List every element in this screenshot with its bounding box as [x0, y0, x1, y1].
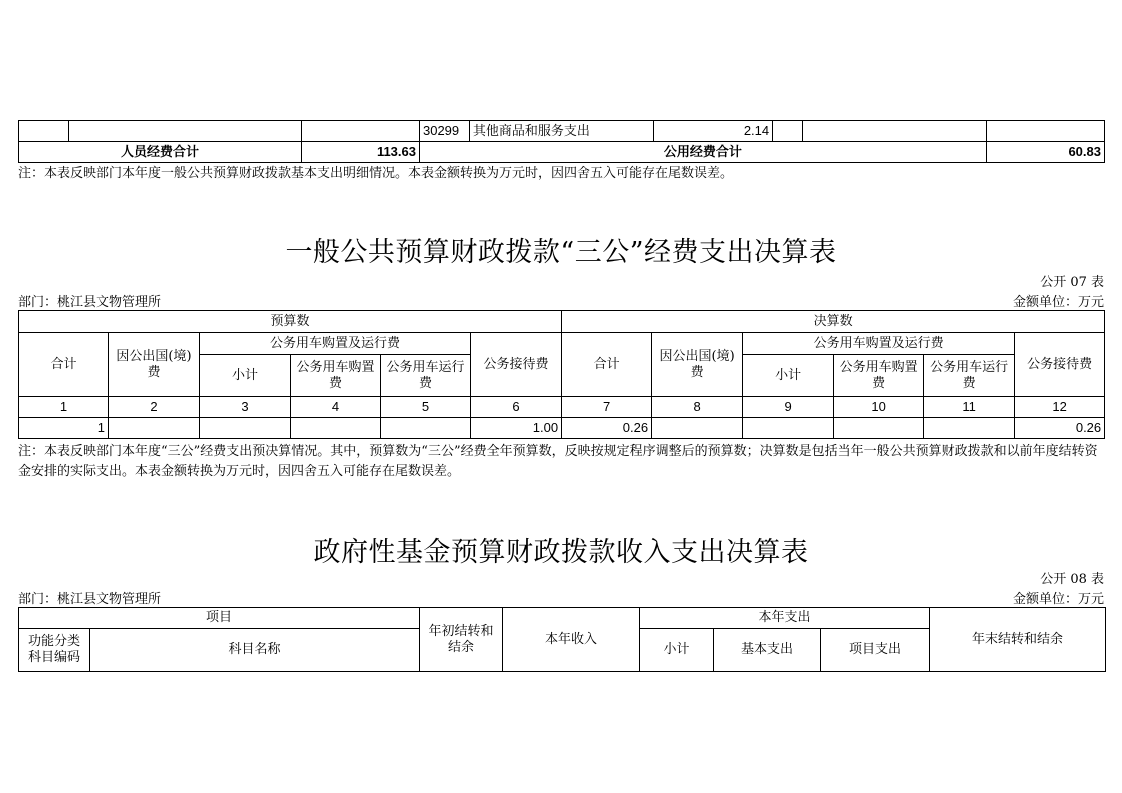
column-number: 8	[652, 397, 743, 418]
value-cell	[743, 418, 834, 439]
personnel-total-label: 人员经费合计	[19, 142, 302, 163]
table-note: 注：本表反映部门本年度一般公共预算财政拨款基本支出明细情况。本表金额转换为万元时，因四舍五入可能存在尾数误差。	[18, 166, 734, 181]
value-cell: 0.26	[562, 418, 652, 439]
column-number: 2	[109, 397, 200, 418]
col-subtotal: 小计	[743, 355, 834, 397]
empty-cell	[301, 121, 419, 142]
item-amount: 2.14	[654, 121, 773, 142]
col-car-run: 公务用车运行费	[381, 355, 471, 397]
column-number: 4	[291, 397, 381, 418]
col-func-code: 功能分类科目编码	[19, 629, 90, 672]
col-reception: 公务接待费	[1015, 333, 1105, 397]
column-number: 9	[743, 397, 834, 418]
table-row	[19, 121, 1105, 142]
column-number: 12	[1015, 397, 1105, 418]
sangong-table	[18, 310, 1105, 439]
column-number: 1	[19, 397, 109, 418]
department-label: 部门：桃江县文物管理所	[18, 295, 162, 310]
col-basic: 基本支出	[714, 629, 821, 672]
value-cell	[200, 418, 291, 439]
col-abroad: 因公出国(境)费	[109, 333, 200, 397]
col-carry-in: 年初结转和结余	[420, 608, 503, 672]
number-row	[19, 397, 1105, 418]
total-row	[19, 142, 1105, 163]
col-expense-group: 本年支出	[640, 608, 930, 629]
col-item: 项目	[19, 608, 420, 629]
unit-label: 金额单位：万元	[1012, 295, 1104, 310]
col-car-run: 公务用车运行费	[924, 355, 1015, 397]
col-reception: 公务接待费	[471, 333, 562, 397]
empty-cell	[68, 121, 301, 142]
col-carry-out: 年末结转和结余	[930, 608, 1106, 672]
col-car-group: 公务用车购置及运行费	[200, 333, 471, 355]
public-total-value: 60.83	[986, 142, 1104, 163]
col-income: 本年收入	[503, 608, 640, 672]
col-total: 合计	[562, 333, 652, 397]
col-subject: 科目名称	[90, 629, 420, 672]
personnel-total-value: 113.63	[301, 142, 419, 163]
unit-label: 金额单位：万元	[1012, 592, 1104, 607]
table-code: 公开 08 表	[1040, 572, 1104, 587]
gov-fund-table	[18, 607, 1106, 672]
value-cell: 0.26	[1015, 418, 1105, 439]
item-code: 30299	[419, 121, 469, 142]
value-cell	[291, 418, 381, 439]
value-cell	[924, 418, 1015, 439]
column-number: 5	[381, 397, 471, 418]
value-cell: 1	[19, 418, 109, 439]
value-cell	[381, 418, 471, 439]
final-group-header: 决算数	[562, 311, 1105, 333]
header-row	[19, 333, 1105, 355]
col-subtotal: 小计	[640, 629, 714, 672]
col-car-buy: 公务用车购置费	[291, 355, 381, 397]
col-abroad: 因公出国(境)费	[652, 333, 743, 397]
department-label: 部门：桃江县文物管理所	[18, 592, 162, 607]
col-total: 合计	[19, 333, 109, 397]
basic-expense-table	[18, 120, 1105, 163]
empty-cell	[19, 121, 69, 142]
col-car-group: 公务用车购置及运行费	[743, 333, 1015, 355]
public-total-label: 公用经费合计	[419, 142, 986, 163]
value-row	[19, 418, 1105, 439]
table-note: 注：本表反映部门本年度“三公”经费支出预决算情况。其中，预算数为“三公”经费全年预算数，反映按规定程序调整后的预算数；决算数是包括当年一般公共预算财政拨款和以前年度结转资金安排的实际支出。本表金额转换为万元时，因四舍五入可能存在尾数误差。	[18, 444, 1098, 479]
col-car-buy: 公务用车购置费	[834, 355, 924, 397]
column-number: 10	[834, 397, 924, 418]
table-code: 公开 07 表	[1040, 275, 1104, 290]
value-cell	[652, 418, 743, 439]
col-subtotal: 小计	[200, 355, 291, 397]
value-cell	[834, 418, 924, 439]
empty-cell	[773, 121, 803, 142]
header-row	[19, 311, 1105, 333]
column-number: 7	[562, 397, 652, 418]
column-number: 3	[200, 397, 291, 418]
header-row	[19, 608, 1106, 629]
empty-cell	[802, 121, 986, 142]
budget-group-header: 预算数	[19, 311, 562, 333]
column-number: 11	[924, 397, 1015, 418]
page-title: 一般公共预算财政拨款“三公”经费支出决算表	[285, 237, 837, 268]
item-name: 其他商品和服务支出	[469, 121, 653, 142]
column-number: 6	[471, 397, 562, 418]
empty-cell	[986, 121, 1104, 142]
col-project: 项目支出	[821, 629, 930, 672]
value-cell	[109, 418, 200, 439]
page-title: 政府性基金预算财政拨款收入支出决算表	[313, 537, 809, 568]
value-cell: 1.00	[471, 418, 562, 439]
